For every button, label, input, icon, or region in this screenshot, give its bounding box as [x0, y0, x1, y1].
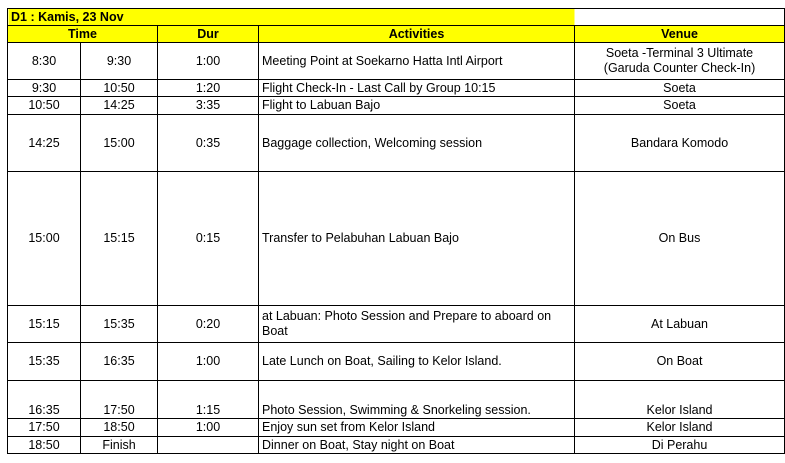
start-time: 15:00 [8, 172, 81, 306]
activity: Dinner on Boat, Stay night on Boat [259, 437, 575, 454]
venue: Kelor Island [575, 419, 785, 437]
venue: On Boat [575, 343, 785, 381]
start-time: 17:50 [8, 419, 81, 437]
end-time: 15:15 [81, 172, 158, 306]
activity: Baggage collection, Welcoming session [259, 115, 575, 172]
title-row [8, 9, 785, 26]
table-row [8, 172, 785, 306]
start-time: 10:50 [8, 97, 81, 115]
end-time: 10:50 [81, 80, 158, 97]
start-time: 16:35 [8, 381, 81, 419]
activity: Late Lunch on Boat, Sailing to Kelor Island. [259, 343, 575, 381]
start-time: 15:15 [8, 306, 81, 343]
end-time: 15:35 [81, 306, 158, 343]
header-venue: Venue [575, 26, 785, 43]
header-dur: Dur [158, 26, 259, 43]
table-row [8, 306, 785, 343]
table-row [8, 419, 785, 437]
activity: Enjoy sun set from Kelor Island [259, 419, 575, 437]
duration: 1:15 [158, 381, 259, 419]
start-time: 9:30 [8, 80, 81, 97]
start-time: 18:50 [8, 437, 81, 454]
activity: at Labuan: Photo Session and Prepare to aboard on Boat [259, 306, 575, 343]
header-activities: Activities [259, 26, 575, 43]
schedule-table [7, 8, 785, 454]
activity: Meeting Point at Soekarno Hatta Intl Airport [259, 43, 575, 80]
activity: Flight Check-In - Last Call by Group 10:15 [259, 80, 575, 97]
venue: Soeta [575, 80, 785, 97]
table-row [8, 97, 785, 115]
end-time: 16:35 [81, 343, 158, 381]
activity: Flight to Labuan Bajo [259, 97, 575, 115]
duration: 0:20 [158, 306, 259, 343]
venue: On Bus [575, 172, 785, 306]
activity: Photo Session, Swimming & Snorkeling session. [259, 381, 575, 419]
venue: Soeta -Terminal 3 Ultimate (Garuda Counter Check-In) [575, 43, 785, 80]
venue: Bandara Komodo [575, 115, 785, 172]
venue: Kelor Island [575, 381, 785, 419]
end-time: 9:30 [81, 43, 158, 80]
duration: 1:00 [158, 43, 259, 80]
end-time: 15:00 [81, 115, 158, 172]
table-row [8, 115, 785, 172]
duration: 1:20 [158, 80, 259, 97]
start-time: 14:25 [8, 115, 81, 172]
table-row [8, 43, 785, 80]
end-time: 14:25 [81, 97, 158, 115]
table-row [8, 381, 785, 419]
header-row [8, 26, 785, 43]
schedule-sheet [7, 8, 784, 454]
venue: At Labuan [575, 306, 785, 343]
start-time: 8:30 [8, 43, 81, 80]
activity: Transfer to Pelabuhan Labuan Bajo [259, 172, 575, 306]
venue: Di Perahu [575, 437, 785, 454]
end-time: 18:50 [81, 419, 158, 437]
duration: 1:00 [158, 343, 259, 381]
duration: 1:00 [158, 419, 259, 437]
table-row [8, 437, 785, 454]
venue: Soeta [575, 97, 785, 115]
table-row [8, 80, 785, 97]
duration [158, 437, 259, 454]
table-row [8, 343, 785, 381]
day-title: D1 : Kamis, 23 Nov [8, 9, 785, 26]
duration: 0:15 [158, 172, 259, 306]
duration: 3:35 [158, 97, 259, 115]
end-time: Finish [81, 437, 158, 454]
duration: 0:35 [158, 115, 259, 172]
end-time: 17:50 [81, 381, 158, 419]
header-time: Time [8, 26, 158, 43]
start-time: 15:35 [8, 343, 81, 381]
